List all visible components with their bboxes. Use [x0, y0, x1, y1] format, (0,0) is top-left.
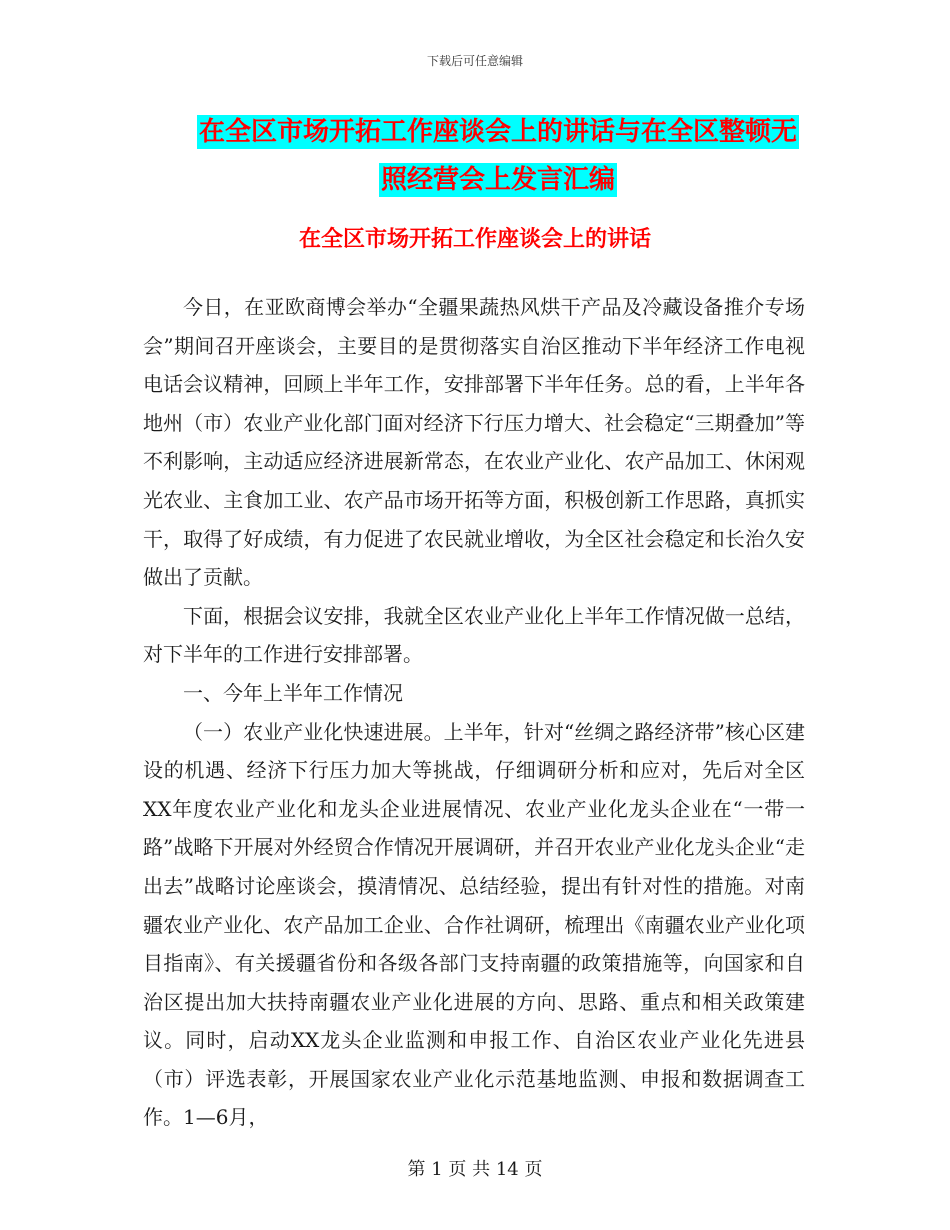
- paragraph: 下面，根据会议安排，我就全区农业产业化上半年工作情况做一总结，对下半年的工作进行安排部署。: [143, 603, 805, 667]
- paragraph: 今日，在亚欧商博会举办“全疆果蔬热风烘干产品及冷藏设备推介专场会”期间召开座谈会，主要目的是贯彻落实自治区推动下半年经济工作电视电话会议精神，回顾上半年工作，安排部署下半年任务。总的看，上半年各地州（市）农业产业化部门面对经济下行压力增大、社会稳定“三期叠加”等不利影响，主动适应经济进展新常态，在农业产业化、农产品加工、休闲观光农业、主食加工业、农产品市场开拓等方面，积极创新工作思路，真抓实干，取得了好成绩，有力促进了农民就业增收，为全区社会稳定和长治久安做出了贡献。: [143, 295, 805, 590]
- document-title: [192, 108, 804, 204]
- document-title-text: 在全区市场开拓工作座谈会上的讲话与在全区整顿无照经营会上发言汇编: [198, 117, 797, 195]
- section-title: 在全区市场开拓工作座谈会上的讲话: [298, 227, 651, 252]
- paragraph: （一）农业产业化快速进展。上半年，针对“丝绸之路经济带”核心区建设的机遇、经济下行压力加大等挑战，仔细调研分析和应对，先后对全区XX年度农业产业化和龙头企业进展情况、农业产业化龙头企业在“一带一路”战略下开展对外经贸合作情况开展调研，并召开农业产业化龙头企业“走出去”战略讨论座谈会，摸清情况、总结经验，提出有针对性的措施。对南疆农业产业化、农产品加工企业、合作社调研，梳理出《南疆农业产业化项目指南》、有关援疆省份和各级各部门支持南疆的政策措施等，向国家和自治区提出加大扶持南疆农业产业化进展的方向、思路、重点和相关政策建议。同时，启动XX龙头企业监测和申报工作、自治区农业产业化先进县（市）评选表彰，开展国家农业产业化示范基地监测、申报和数据调查工作。1—6月，: [143, 719, 805, 1130]
- page-footer: 第 1 页 共 14 页: [407, 1159, 543, 1180]
- header-note: 下载后可任意编辑: [426, 54, 523, 68]
- document-body: [143, 288, 805, 1137]
- paragraph: 一、今年上半年工作情况: [183, 680, 403, 705]
